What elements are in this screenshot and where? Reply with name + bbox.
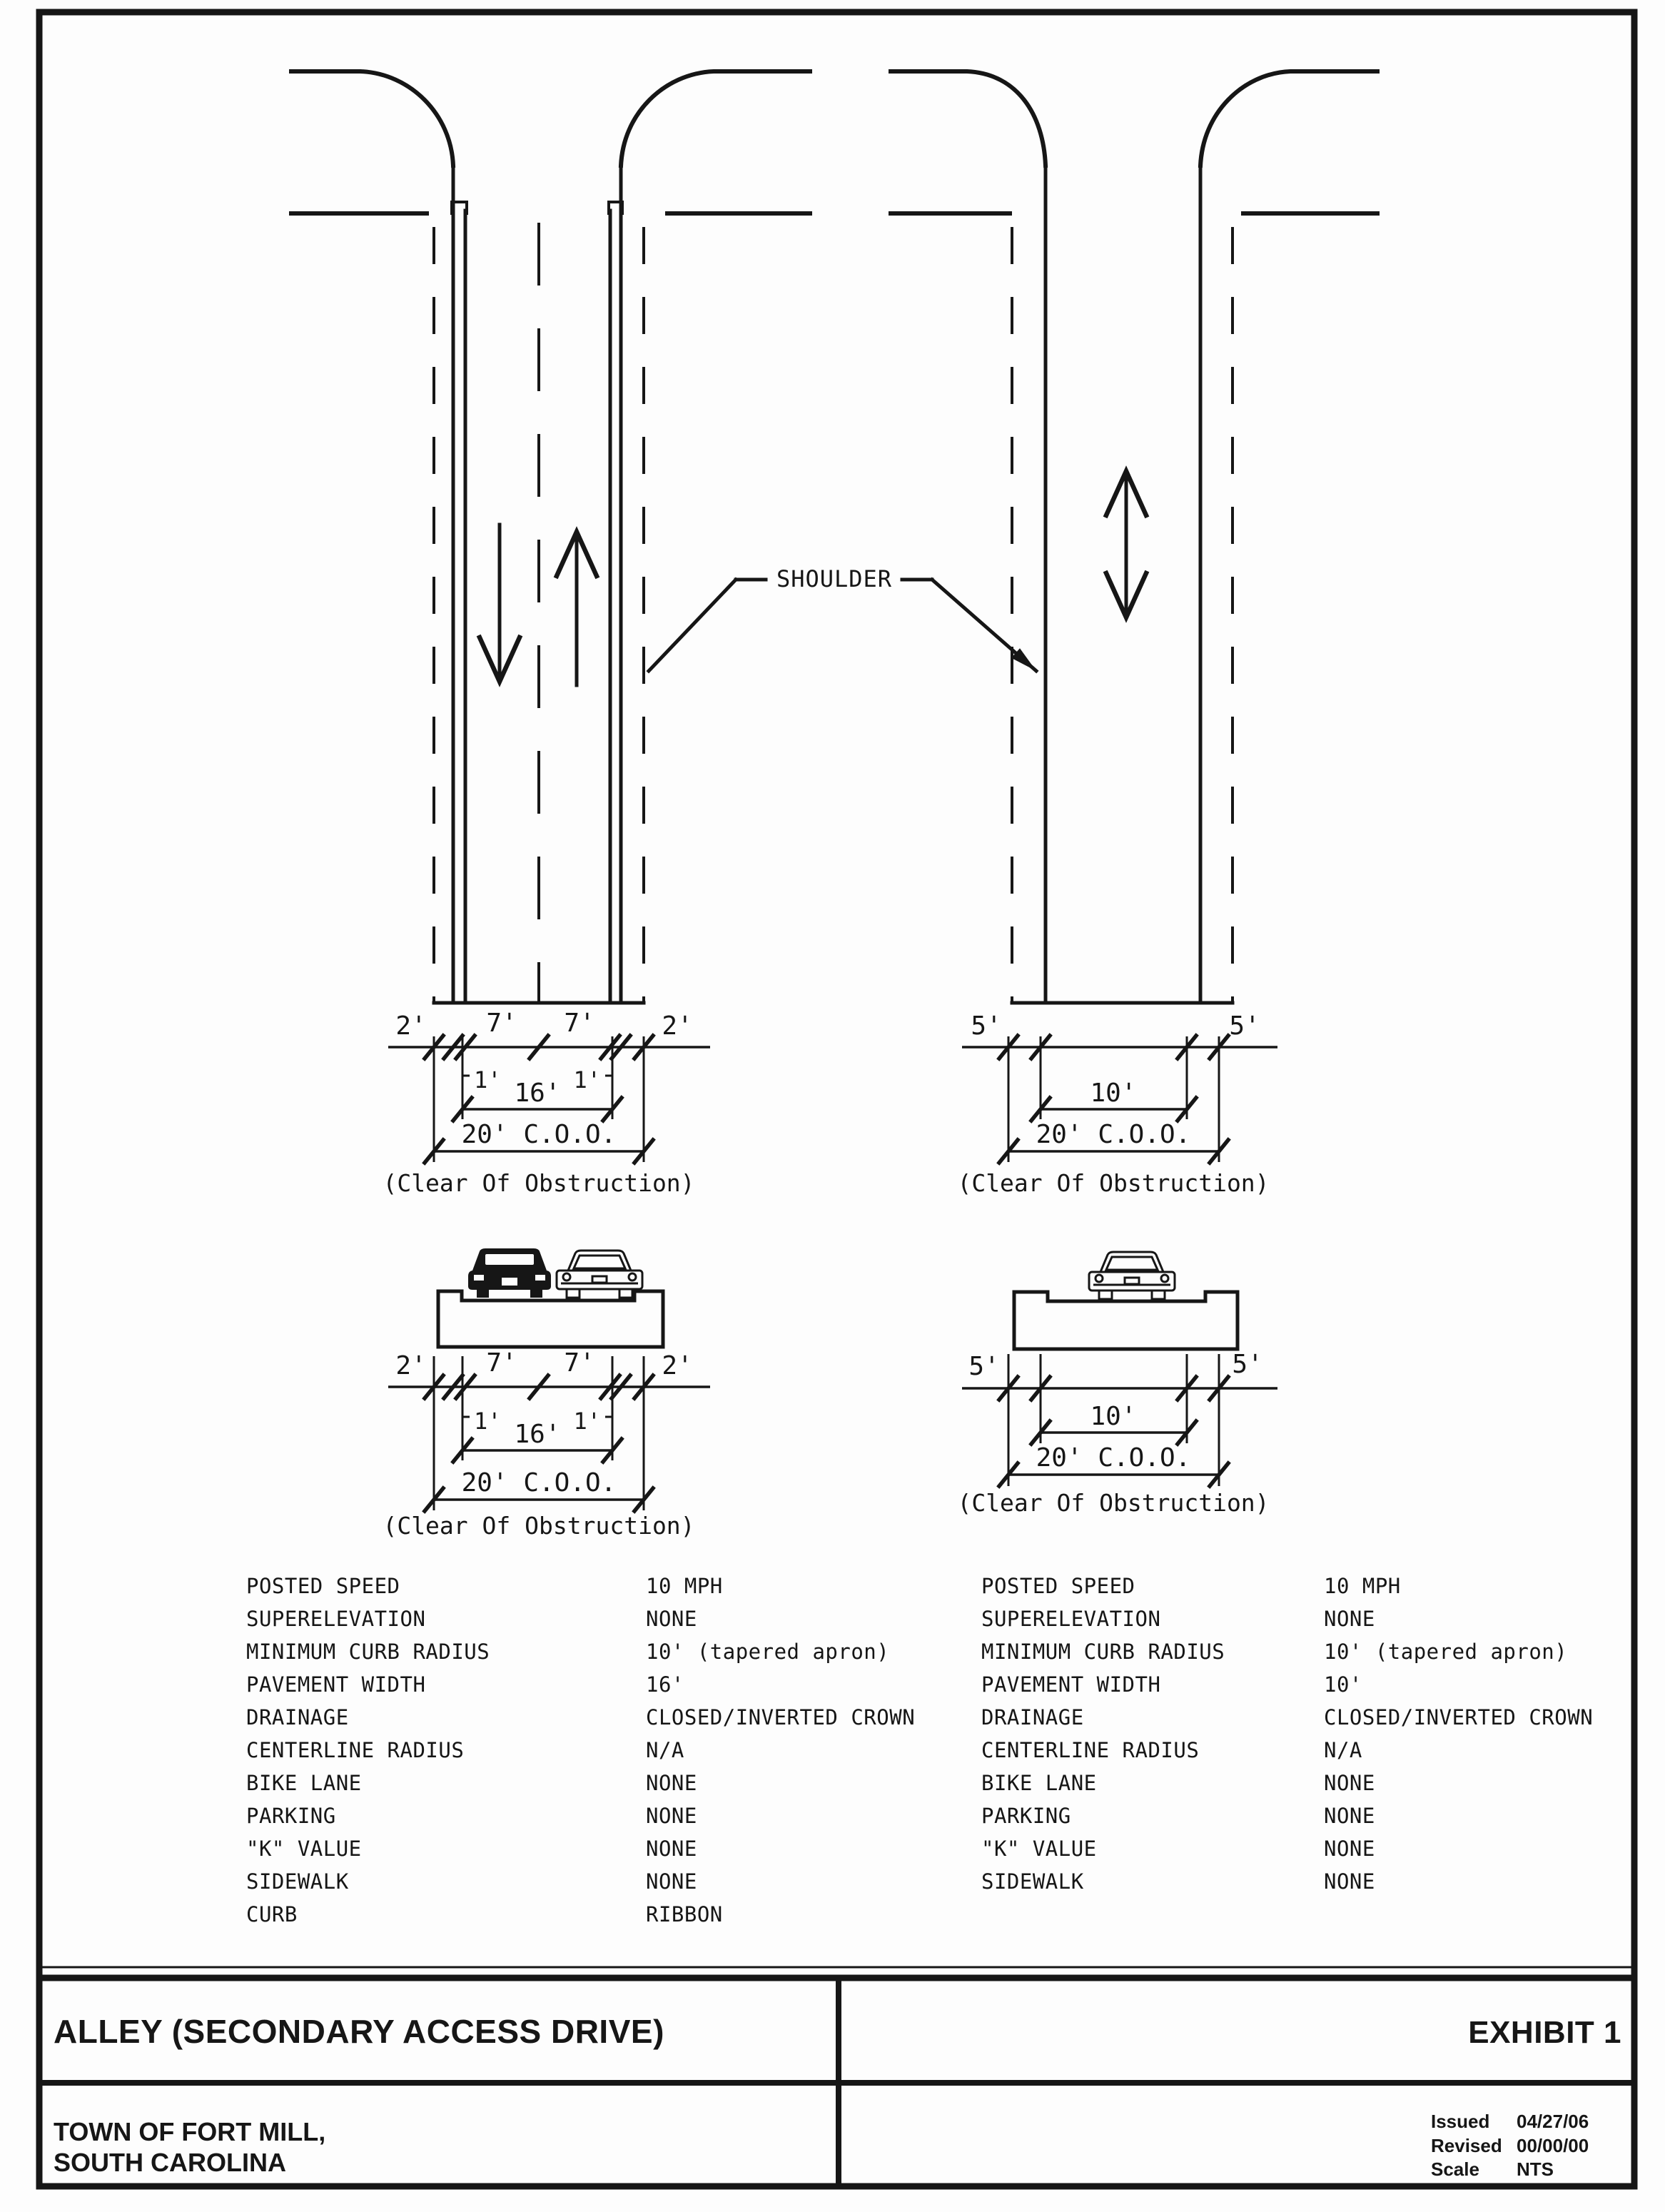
spec-label: PARKING [981, 1804, 1071, 1828]
dim-ribbon-right: 1' [573, 1066, 601, 1094]
spec-label: PARKING [246, 1804, 336, 1828]
curb-return-left [291, 71, 453, 166]
cross-section-right [1014, 1252, 1238, 1349]
spec-label: DRAINAGE [246, 1705, 349, 1729]
spec-value: 10' [1324, 1672, 1362, 1697]
spec-table-left [246, 1574, 915, 1926]
spec-label: SUPERELEVATION [981, 1607, 1161, 1631]
dim-pavement: 16' [514, 1420, 561, 1449]
coo-note: (Clear Of Obstruction) [383, 1169, 695, 1197]
scale-value: NTS [1517, 2158, 1554, 2180]
spec-label: SUPERELEVATION [246, 1607, 426, 1631]
issued-label: Issued [1431, 2111, 1490, 2132]
dim-lane-left: 7' [486, 1348, 517, 1378]
spec-value: NONE [1324, 1607, 1375, 1631]
spec-label: SIDEWALK [246, 1869, 349, 1894]
dim-pavement: 16' [514, 1079, 561, 1108]
plan-view-left-alley [291, 71, 810, 1003]
spec-value: NONE [646, 1607, 697, 1631]
spec-value: 10' (tapered apron) [646, 1640, 890, 1664]
dim-coo: 20' C.O.O. [1036, 1443, 1191, 1473]
spec-value: NONE [646, 1804, 697, 1828]
revised-date: 00/00/00 [1517, 2135, 1589, 2156]
exhibit-number: EXHIBIT 1 [1468, 2015, 1621, 2050]
dim-ribbon-left: 1' [474, 1408, 502, 1435]
spec-label: "K" VALUE [981, 1837, 1097, 1861]
spec-label: MINIMUM CURB RADIUS [981, 1640, 1225, 1664]
dim-lane-left: 7' [486, 1009, 517, 1038]
curb-return-left [891, 71, 1046, 166]
spec-value: 16' [646, 1672, 684, 1697]
org-name-line2: SOUTH CAROLINA [54, 2148, 286, 2177]
spec-value: NONE [1324, 1771, 1375, 1795]
spec-label: CENTERLINE RADIUS [981, 1738, 1200, 1762]
curb-return-right [621, 71, 810, 166]
scale-label: Scale [1431, 2158, 1479, 2180]
title-block [39, 1967, 1634, 2186]
plan-left-dimensions [383, 1009, 710, 1197]
org-name-line1: TOWN OF FORT MILL, [54, 2117, 326, 2146]
spec-label: PAVEMENT WIDTH [246, 1672, 426, 1697]
pavement-slab [438, 1291, 663, 1347]
dim-lane-right: 7' [564, 1348, 595, 1378]
dim-shoulder-left: 5' [968, 1352, 1000, 1381]
dim-shoulder-left: 5' [971, 1011, 1002, 1041]
spec-label: BIKE LANE [981, 1771, 1097, 1795]
spec-value: 10 MPH [646, 1574, 723, 1598]
dim-shoulder-right: 5' [1232, 1350, 1263, 1379]
plan-view-right-alley [891, 71, 1377, 1003]
revised-label: Revised [1431, 2135, 1502, 2156]
coo-note: (Clear Of Obstruction) [957, 1489, 1270, 1517]
spec-label: SIDEWALK [981, 1869, 1084, 1894]
spec-label: BIKE LANE [246, 1771, 362, 1795]
spec-value: NONE [1324, 1837, 1375, 1861]
dim-coo: 20' C.O.O. [461, 1120, 617, 1149]
dim-pavement: 10' [1090, 1079, 1137, 1108]
coo-note: (Clear Of Obstruction) [957, 1169, 1270, 1197]
spec-label: "K" VALUE [246, 1837, 362, 1861]
spec-value: NONE [646, 1771, 697, 1795]
dim-shoulder-right: 2' [662, 1351, 693, 1380]
shoulder-callout [649, 565, 1036, 671]
car-front-outline [557, 1251, 642, 1298]
spec-label: POSTED SPEED [981, 1574, 1135, 1598]
dim-ribbon-left: 1' [474, 1066, 502, 1094]
section-right-dimensions [957, 1350, 1277, 1517]
spec-label: POSTED SPEED [246, 1574, 400, 1598]
dim-shoulder-left: 2' [395, 1351, 427, 1380]
spec-value: NONE [1324, 1869, 1375, 1894]
pavement-slab [1014, 1292, 1238, 1349]
spec-label: MINIMUM CURB RADIUS [246, 1640, 490, 1664]
spec-value: RIBBON [646, 1902, 723, 1926]
spec-value: CLOSED/INVERTED CROWN [646, 1705, 916, 1729]
dim-shoulder-left: 2' [395, 1011, 427, 1041]
car-front-outline [1089, 1252, 1175, 1299]
sheet-title: ALLEY (SECONDARY ACCESS DRIVE) [54, 2013, 664, 2050]
shoulder-label: SHOULDER [776, 565, 893, 592]
spec-value: N/A [1324, 1738, 1362, 1762]
dim-coo: 20' C.O.O. [461, 1468, 617, 1498]
spec-label: CURB [246, 1902, 298, 1926]
section-left-dimensions [383, 1348, 710, 1540]
curb-return-right [1200, 71, 1377, 166]
dim-pavement: 10' [1090, 1402, 1137, 1431]
two-way-arrow [1106, 471, 1146, 617]
dim-ribbon-right: 1' [573, 1408, 601, 1435]
cross-section-left [438, 1248, 663, 1347]
dim-shoulder-right: 5' [1229, 1011, 1260, 1041]
car-rear-filled [468, 1248, 551, 1298]
spec-value: NONE [646, 1869, 697, 1894]
dim-lane-right: 7' [564, 1009, 595, 1038]
spec-value: 10' (tapered apron) [1324, 1640, 1568, 1664]
spec-label: DRAINAGE [981, 1705, 1084, 1729]
lane-arrow-up [557, 532, 597, 685]
spec-value: N/A [646, 1738, 684, 1762]
spec-value: CLOSED/INVERTED CROWN [1324, 1705, 1594, 1729]
spec-value: NONE [1324, 1804, 1375, 1828]
spec-table-right [981, 1574, 1593, 1894]
spec-label: CENTERLINE RADIUS [246, 1738, 465, 1762]
issued-date: 04/27/06 [1517, 2111, 1589, 2132]
spec-value: 10 MPH [1324, 1574, 1401, 1598]
coo-note: (Clear Of Obstruction) [383, 1512, 695, 1540]
lane-arrow-down [480, 525, 520, 682]
spec-label: PAVEMENT WIDTH [981, 1672, 1161, 1697]
dim-coo: 20' C.O.O. [1036, 1120, 1191, 1149]
spec-value: NONE [646, 1837, 697, 1861]
dim-shoulder-right: 2' [662, 1011, 693, 1041]
plan-right-dimensions [957, 1011, 1277, 1197]
